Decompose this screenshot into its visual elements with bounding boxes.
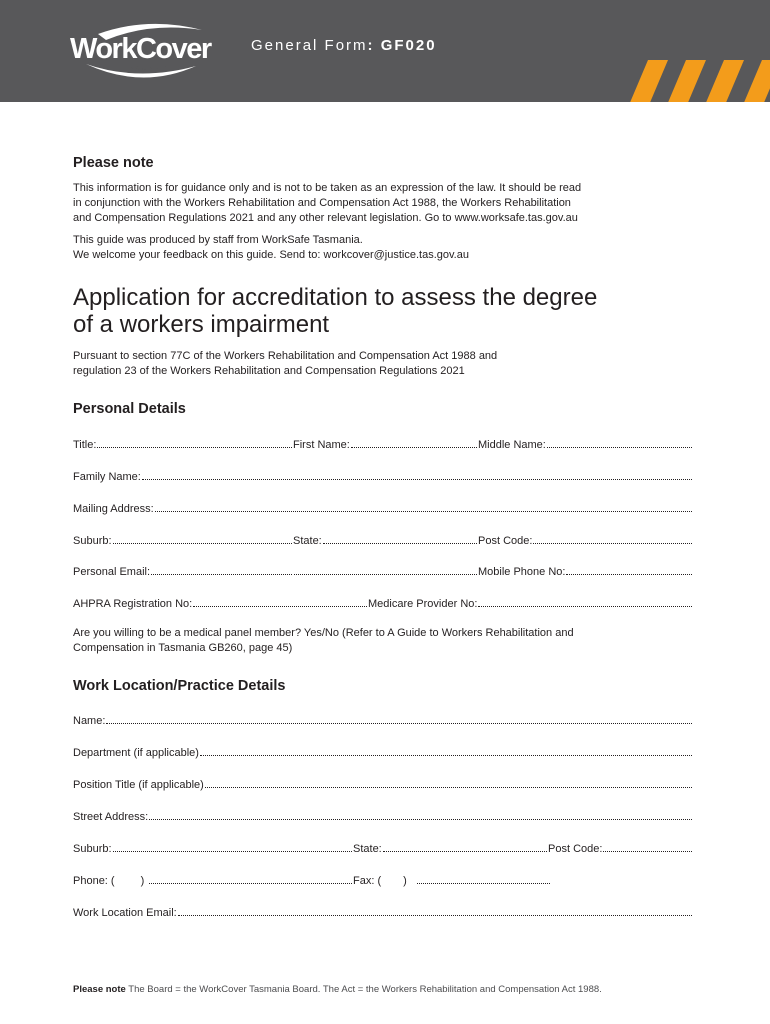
ahpra-label: AHPRA Registration No: [73, 598, 193, 610]
note-line-4: This guide was produced by staff from WorkSafe Tasmania. [73, 234, 363, 246]
work-suburb-row [73, 839, 693, 855]
personal-email-label: Personal Email: [73, 566, 151, 578]
state-group [293, 531, 478, 547]
title-field-group [73, 435, 293, 451]
note-line-1: This information is for guidance only and is not to be taken as an expression of the law. It should be read [73, 182, 582, 194]
phone-fax-row [73, 871, 693, 887]
personal-email-input-continued[interactable] [294, 562, 477, 575]
note-line-3: and Compensation Regulations 2021 and any other relevant legislation. Go to www.worksafe.tas.gov.au [73, 212, 578, 224]
state-input[interactable] [323, 531, 477, 544]
footer-bold: Please note [73, 984, 126, 995]
middle-name-label: Middle Name: [478, 439, 546, 451]
family-name-input[interactable] [142, 467, 692, 480]
personal-email-input[interactable] [151, 562, 292, 575]
mailing-address-label: Mailing Address: [73, 503, 154, 515]
subtitle-line-1: Pursuant to section 77C of the Workers Rehabilitation and Compensation Act 1988 and [73, 350, 498, 362]
work-post-code-label: Post Code: [548, 843, 603, 855]
post-code-input[interactable] [533, 531, 692, 544]
department-input[interactable] [200, 743, 692, 756]
family-name-label: Family Name: [73, 471, 141, 483]
phone-input[interactable] [149, 871, 352, 884]
middle-name-group [478, 435, 693, 451]
suburb-label: Suburb: [73, 535, 112, 547]
subtitle-line-2: regulation 23 of the Workers Rehabilitation and Compensation Regulations 2021 [73, 365, 465, 377]
phone-number-group [148, 871, 353, 887]
title-input[interactable] [97, 435, 292, 448]
middle-name-input[interactable] [547, 435, 692, 448]
position-input[interactable] [205, 775, 692, 788]
registration-row [73, 594, 693, 610]
note-line-2: in conjunction with the Workers Rehabilitation and Compensation Act 1988, the Workers Rehabilitation [73, 197, 571, 209]
street-address-input[interactable] [149, 807, 692, 820]
mobile-input[interactable] [566, 562, 692, 575]
suburb-row [73, 531, 693, 547]
work-email-input[interactable] [178, 903, 692, 916]
work-name-label: Name: [73, 715, 106, 727]
phone-close-bracket: ) [140, 875, 145, 887]
personal-email-group [73, 562, 293, 578]
first-name-input[interactable] [351, 435, 477, 448]
street-address-row [73, 807, 693, 823]
title-label: Title: [73, 439, 97, 451]
work-email-label: Work Location Email: [73, 907, 177, 919]
title-line-2: of a workers impairment [73, 311, 330, 338]
position-row [73, 775, 693, 791]
ahpra-group [73, 594, 368, 610]
state-label: State: [293, 535, 322, 547]
fax-number-group [416, 871, 551, 887]
post-code-group [478, 531, 693, 547]
form-label: General Form [251, 37, 368, 54]
department-label: Department (if applicable) [73, 747, 199, 759]
fax-label: Fax: ( [353, 875, 382, 887]
page-title [73, 284, 597, 338]
panel-question-line-2: Compensation in Tasmania GB260, page 45) [73, 642, 293, 654]
post-code-label: Post Code: [478, 535, 533, 547]
work-name-row [73, 711, 693, 727]
footer-text: The Board = the WorkCover Tasmania Board. The Act = the Workers Rehabilitation and Compensation Act 1988. [125, 984, 602, 995]
svg-text:TASMANIA: TASMANIA [124, 64, 170, 73]
mailing-address-input[interactable] [155, 499, 692, 512]
phone-area-group [73, 875, 148, 887]
mailing-address-row [73, 499, 693, 515]
department-row [73, 743, 693, 759]
mobile-group [478, 562, 693, 578]
accent-stripes [628, 60, 770, 102]
fax-input[interactable] [417, 871, 550, 884]
svg-text:WorkCover: WorkCover [70, 33, 211, 65]
work-suburb-group [73, 839, 353, 855]
work-suburb-label: Suburb: [73, 843, 112, 855]
note-line-5: We welcome your feedback on this guide. Send to: workcover@justice.tas.gov.au [73, 249, 469, 261]
phone-label: Phone: ( [73, 875, 115, 887]
first-name-label: First Name: [293, 439, 350, 451]
fax-close-bracket: ) [403, 875, 407, 887]
mobile-label: Mobile Phone No: [478, 566, 566, 578]
form-code: : GF020 [367, 37, 437, 54]
header-band [0, 0, 770, 102]
work-state-input[interactable] [383, 839, 547, 852]
panel-question-line-1: Are you willing to be a medical panel member? Yes/No (Refer to A Guide to Workers Rehabilitation and [73, 627, 574, 639]
family-name-group [73, 467, 693, 483]
medicare-input[interactable] [478, 594, 692, 607]
street-address-label: Street Address: [73, 811, 149, 823]
fax-area-group [353, 875, 416, 887]
medicare-group [368, 594, 693, 610]
work-post-code-input[interactable] [603, 839, 692, 852]
first-name-group [293, 435, 478, 451]
ahpra-input[interactable] [193, 594, 367, 607]
work-email-row [73, 903, 693, 919]
personal-email-continued [293, 562, 478, 578]
suburb-group [73, 531, 293, 547]
work-name-group [73, 711, 693, 727]
work-location-heading: Work Location/Practice Details [73, 678, 286, 694]
family-name-row [73, 467, 693, 483]
work-email-group [73, 903, 693, 919]
form-title [251, 37, 437, 54]
work-name-input[interactable] [106, 711, 692, 724]
name-row [73, 435, 693, 451]
street-address-group [73, 807, 693, 823]
work-state-group [353, 839, 548, 855]
work-state-label: State: [353, 843, 382, 855]
medicare-label: Medicare Provider No: [368, 598, 478, 610]
personal-details-heading: Personal Details [73, 401, 186, 417]
position-group [73, 775, 693, 791]
work-post-code-group [548, 839, 693, 855]
workcover-logo [68, 20, 228, 84]
suburb-input[interactable] [113, 531, 292, 544]
department-group [73, 743, 693, 759]
email-row [73, 562, 693, 578]
position-label: Position Title (if applicable) [73, 779, 204, 791]
title-line-1: Application for accreditation to assess the degree [73, 284, 598, 311]
mailing-address-group [73, 499, 693, 515]
work-suburb-input[interactable] [113, 839, 352, 852]
please-note-heading: Please note [73, 155, 154, 171]
footer-note [73, 984, 602, 995]
